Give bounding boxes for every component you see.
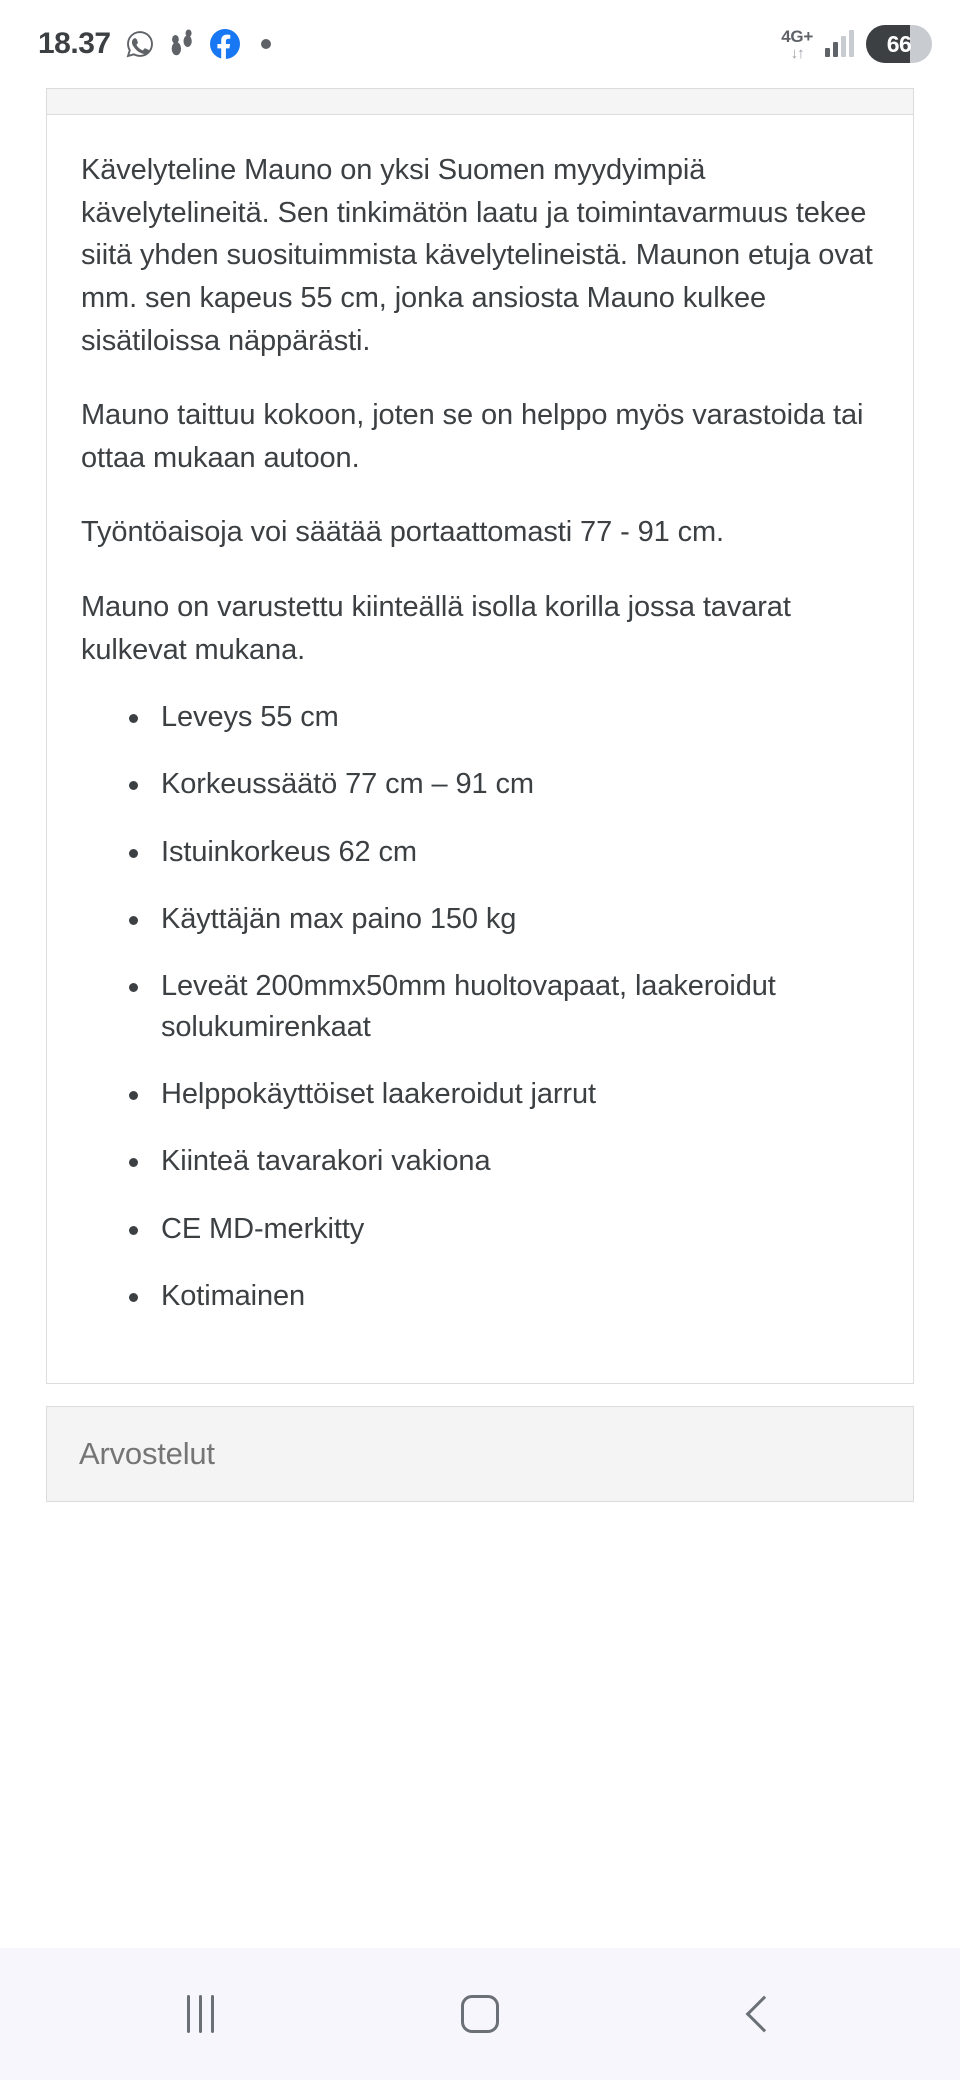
more-notifications-dot-icon: [261, 39, 271, 49]
list-item: Istuinkorkeus 62 cm: [123, 832, 879, 873]
home-button[interactable]: [420, 1948, 540, 2080]
list-item: Kotimainen: [123, 1276, 879, 1317]
list-item: Käyttäjän max paino 150 kg: [123, 899, 879, 940]
list-item: Kiinteä tavarakori vakiona: [123, 1141, 879, 1182]
home-icon: [461, 1995, 499, 2033]
footsteps-icon: [169, 29, 195, 59]
specification-list: [81, 697, 879, 1317]
network-type-label: 4G+: [781, 26, 813, 46]
system-navigation-bar: [0, 1948, 960, 2080]
status-bar-right: [781, 25, 932, 63]
accordion-reviews-label: Arvostelut: [79, 1435, 215, 1471]
list-item: Leveys 55 cm: [123, 697, 879, 738]
list-item: Korkeussäätö 77 cm – 91 cm: [123, 764, 879, 805]
accordion-reviews-section[interactable]: [46, 1406, 914, 1502]
battery-percent-label: 66: [886, 30, 912, 57]
list-item: CE MD-merkitty: [123, 1209, 879, 1250]
signal-strength-icon: [825, 31, 854, 57]
description-paragraph-2: Mauno taittuu kokoon, joten se on helppo myös varastoida tai ottaa mukaan autoon.: [81, 399, 864, 474]
description-paragraph-1: Kävelyteline Mauno on yksi Suomen myydyimpiä kävelytelineitä. Sen tinkimätön laatu ja toimintavarmuus tekee siitä yhden suosituimmista kävelytelineistä. Maunon etuja ovat mm. sen kapeus 55 cm, jonka ansiosta Mauno kulkee sisätiloissa näppärästi.: [81, 154, 873, 357]
accordion-previous-section-edge[interactable]: [46, 88, 914, 114]
network-type-indicator: [781, 28, 813, 61]
status-bar-left: [38, 27, 271, 61]
browser-content: [0, 88, 960, 1948]
battery-indicator: [866, 25, 932, 63]
back-chevron-icon: [746, 1996, 783, 2033]
data-transfer-arrows-icon: ↓↑: [790, 44, 804, 62]
status-bar: [0, 0, 960, 88]
recents-button[interactable]: [140, 1948, 260, 2080]
list-item: Helppokäyttöiset laakeroidut jarrut: [123, 1074, 879, 1115]
back-button[interactable]: [700, 1948, 820, 2080]
whatsapp-icon: [125, 29, 155, 59]
recents-icon: [187, 1995, 214, 2033]
description-paragraph-3: Työntöaisoja voi säätää portaattomasti 77 - 91 cm.: [81, 516, 725, 549]
facebook-icon: [209, 28, 241, 60]
description-paragraph-4: Mauno on varustettu kiinteällä isolla korilla jossa tavarat kulkevat mukana.: [81, 591, 791, 666]
product-description-panel: [46, 114, 914, 1384]
status-clock: 18.37: [38, 27, 111, 60]
list-item: Leveät 200mmx50mm huoltovapaat, laakeroidut solukumirenkaat: [123, 966, 879, 1048]
